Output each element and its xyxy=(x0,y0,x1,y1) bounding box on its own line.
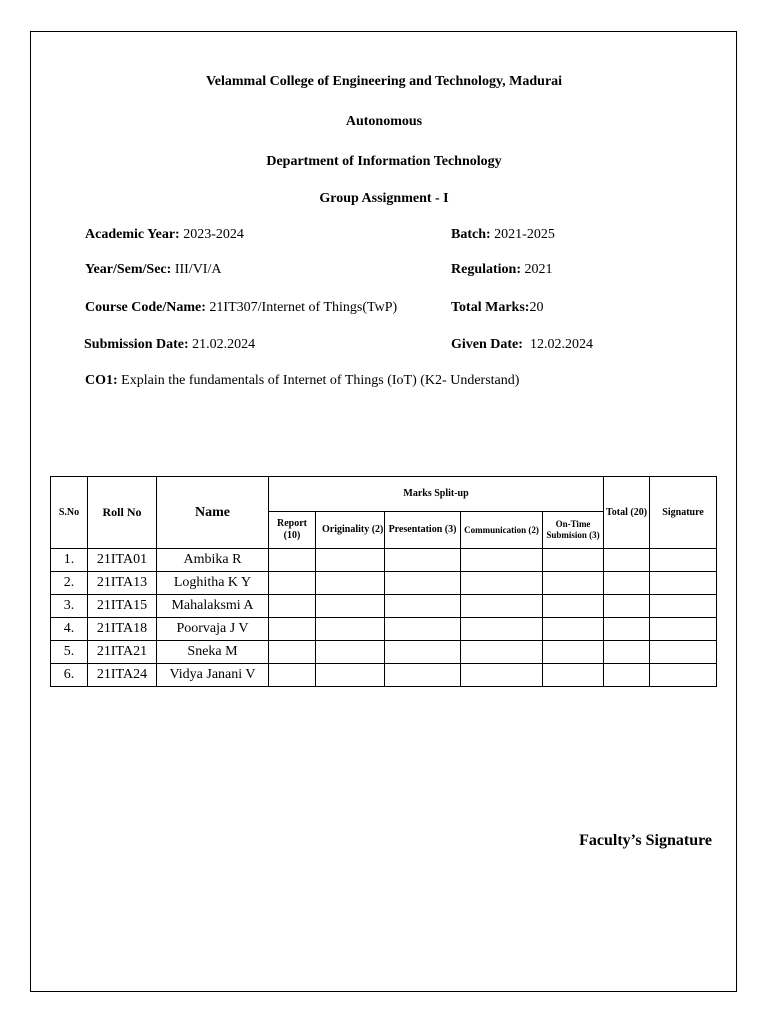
table-row xyxy=(51,641,717,664)
row-name: Vidya Janani V xyxy=(157,664,269,687)
header-presentation: Presentation (3) xyxy=(385,512,461,549)
assignment-title: Group Assignment - I xyxy=(319,191,449,206)
header-ontime: On-Time Submision (3) xyxy=(543,512,604,549)
cell-presentation xyxy=(385,595,461,618)
cell-report xyxy=(269,664,316,687)
cell-report xyxy=(269,549,316,572)
given-date-field xyxy=(451,337,593,353)
cell-presentation xyxy=(385,664,461,687)
cell-communication xyxy=(461,664,543,687)
row-roll: 21ITA24 xyxy=(88,664,157,687)
row-name: Loghitha K Y xyxy=(157,572,269,595)
row-sno: 3. xyxy=(51,595,88,618)
given-date-value: 12.02.2024 xyxy=(529,337,593,352)
row-sno: 4. xyxy=(51,618,88,641)
academic-year-field xyxy=(85,227,244,243)
total-marks-field xyxy=(451,300,543,316)
batch-value: 2021-2025 xyxy=(494,227,555,242)
row-name: Ambika R xyxy=(157,549,269,572)
row-roll: 21ITA13 xyxy=(88,572,157,595)
cell-report xyxy=(269,641,316,664)
table-row xyxy=(51,595,717,618)
cell-originality xyxy=(316,664,385,687)
course-outcome-field xyxy=(85,373,519,389)
row-name: Poorvaja J V xyxy=(157,618,269,641)
cell-signature xyxy=(650,618,717,641)
cell-communication xyxy=(461,618,543,641)
course-outcome-value: Explain the fundamentals of Internet of Things (IoT) (K2- Understand) xyxy=(121,373,520,388)
cell-originality xyxy=(316,641,385,664)
college-name: Velammal College of Engineering and Technology, Madurai xyxy=(205,74,563,89)
header-marks-split: Marks Split-up xyxy=(269,477,604,512)
cell-total xyxy=(604,549,650,572)
header-originality: Originality (2) xyxy=(316,512,385,549)
year-sem-sec-value: III/VI/A xyxy=(174,262,222,277)
batch-label: Batch: xyxy=(451,227,491,242)
cell-ontime xyxy=(543,572,604,595)
submission-date-label: Submission Date: xyxy=(84,337,189,352)
row-roll: 21ITA15 xyxy=(88,595,157,618)
row-name: Sneka M xyxy=(157,641,269,664)
batch-field xyxy=(451,227,555,243)
header-total: Total (20) xyxy=(604,477,650,549)
cell-ontime xyxy=(543,595,604,618)
row-sno: 5. xyxy=(51,641,88,664)
total-marks-value: 20 xyxy=(529,300,544,315)
cell-originality xyxy=(316,572,385,595)
department-name: Department of Information Technology xyxy=(266,154,502,169)
cell-signature xyxy=(650,664,717,687)
cell-originality xyxy=(316,595,385,618)
cell-total xyxy=(604,618,650,641)
header-signature: Signature xyxy=(650,477,717,549)
header-report: Report (10) xyxy=(269,512,316,549)
header-sno: S.No xyxy=(51,477,88,549)
cell-report xyxy=(269,572,316,595)
cell-communication xyxy=(461,641,543,664)
submission-date-value: 21.02.2024 xyxy=(192,337,256,352)
academic-year-label: Academic Year: xyxy=(85,227,180,242)
cell-originality xyxy=(316,549,385,572)
row-sno: 1. xyxy=(51,549,88,572)
cell-ontime xyxy=(543,664,604,687)
given-date-label: Given Date: xyxy=(451,337,523,352)
faculty-signature-label: Faculty’s Signature xyxy=(579,832,712,849)
cell-presentation xyxy=(385,549,461,572)
cell-report xyxy=(269,595,316,618)
row-sno: 2. xyxy=(51,572,88,595)
regulation-value: 2021 xyxy=(524,262,553,277)
cell-report xyxy=(269,618,316,641)
header-rollno: Roll No xyxy=(88,477,157,549)
total-marks-label: Total Marks: xyxy=(451,300,530,315)
cell-total xyxy=(604,595,650,618)
row-roll: 21ITA18 xyxy=(88,618,157,641)
header-communication: Communication (2) xyxy=(461,512,543,549)
cell-total xyxy=(604,572,650,595)
cell-presentation xyxy=(385,572,461,595)
cell-signature xyxy=(650,549,717,572)
marks-table xyxy=(50,476,717,687)
submission-date-field xyxy=(84,337,255,353)
course-label: Course Code/Name: xyxy=(85,300,206,315)
academic-year-value: 2023-2024 xyxy=(183,227,244,242)
cell-ontime xyxy=(543,641,604,664)
row-roll: 21ITA01 xyxy=(88,549,157,572)
course-field xyxy=(85,300,397,316)
table-row xyxy=(51,664,717,687)
header-name: Name xyxy=(157,477,269,549)
autonomous-label: Autonomous xyxy=(345,114,423,129)
cell-signature xyxy=(650,595,717,618)
table-row xyxy=(51,618,717,641)
table-row xyxy=(51,572,717,595)
cell-signature xyxy=(650,641,717,664)
course-outcome-label: CO1: xyxy=(85,373,118,388)
row-roll: 21ITA21 xyxy=(88,641,157,664)
cell-communication xyxy=(461,595,543,618)
regulation-field xyxy=(451,262,553,278)
cell-total xyxy=(604,641,650,664)
table-row xyxy=(51,549,717,572)
cell-communication xyxy=(461,549,543,572)
year-sem-sec-label: Year/Sem/Sec: xyxy=(85,262,172,277)
row-name: Mahalaksmi A xyxy=(157,595,269,618)
cell-presentation xyxy=(385,641,461,664)
row-sno: 6. xyxy=(51,664,88,687)
course-value: 21IT307/Internet of Things(TwP) xyxy=(209,300,398,315)
cell-ontime xyxy=(543,549,604,572)
cell-ontime xyxy=(543,618,604,641)
cell-signature xyxy=(650,572,717,595)
year-sem-sec-field xyxy=(85,262,221,278)
cell-presentation xyxy=(385,618,461,641)
cell-communication xyxy=(461,572,543,595)
regulation-label: Regulation: xyxy=(451,262,521,277)
cell-total xyxy=(604,664,650,687)
cell-originality xyxy=(316,618,385,641)
